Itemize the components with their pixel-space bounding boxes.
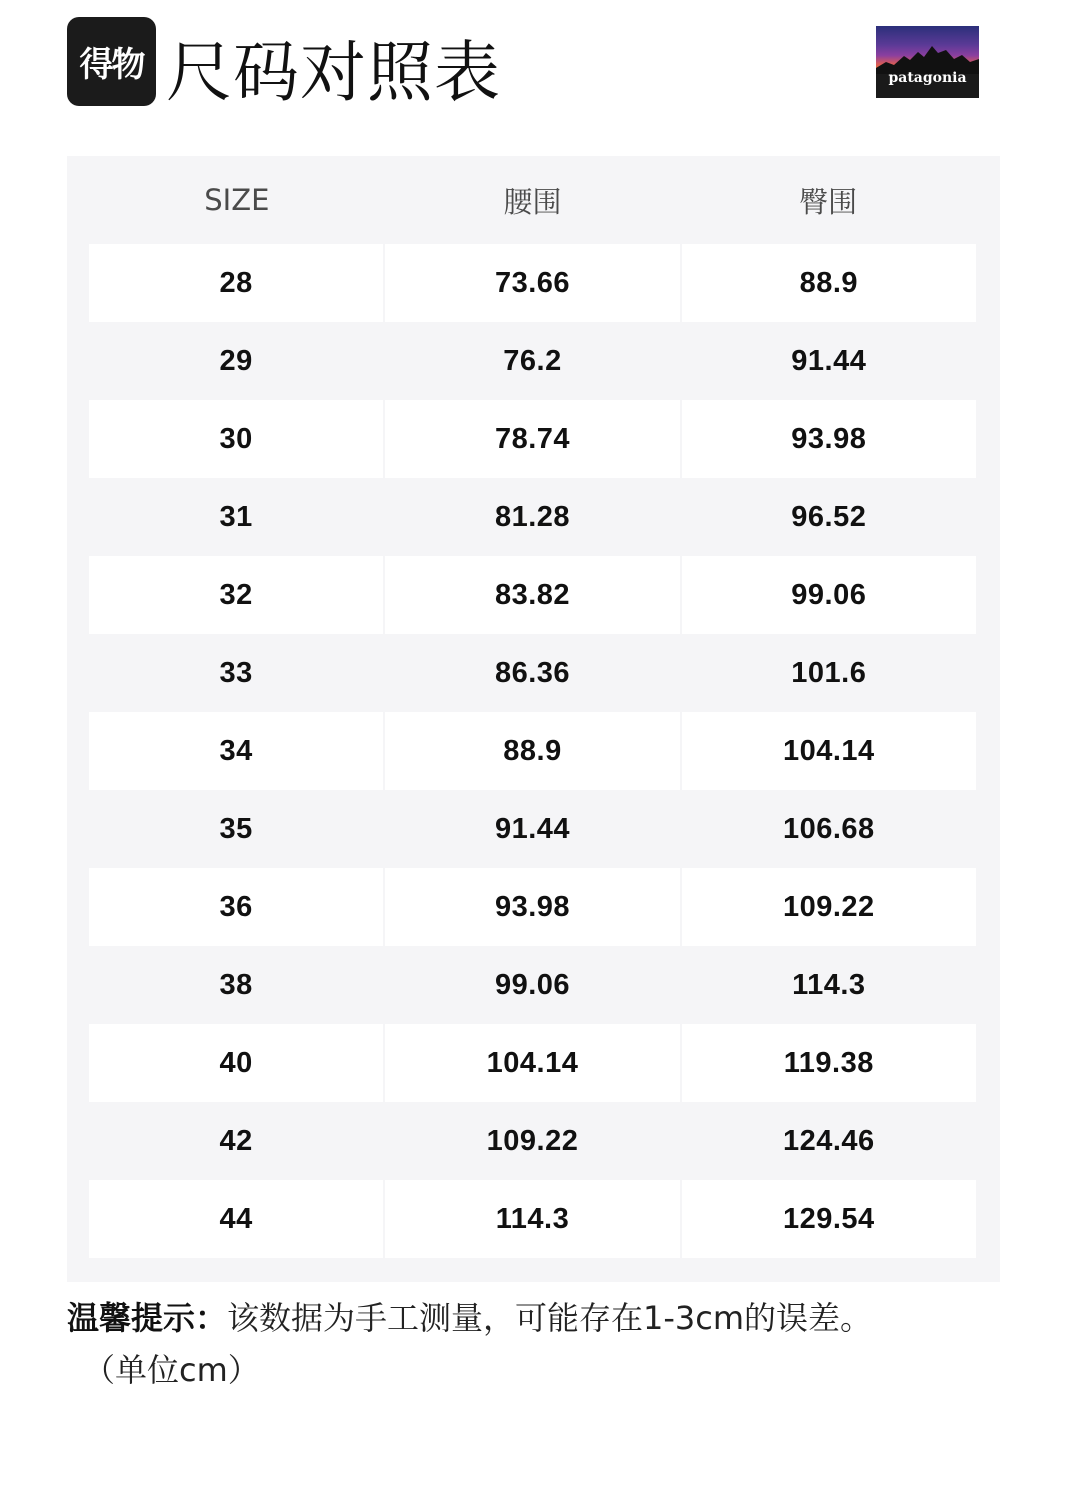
- size-cell: 29: [89, 322, 383, 400]
- table-row: [89, 1180, 976, 1258]
- table-row: [89, 1102, 976, 1180]
- table-row: [89, 868, 976, 946]
- brand-logo-text: patagonia: [888, 70, 967, 86]
- hip-cell: 106.68: [682, 790, 976, 868]
- hip-cell: 119.38: [682, 1024, 976, 1102]
- size-cell: 36: [89, 868, 383, 946]
- dewu-app-logo: [67, 17, 156, 106]
- size-cell: 35: [89, 790, 383, 868]
- note-text: 该数据为手工测量，可能存在1-3cm的误差。: [227, 1299, 873, 1337]
- size-cell: 38: [89, 946, 383, 1024]
- table-row: [89, 478, 976, 556]
- hip-cell: 109.22: [682, 868, 976, 946]
- size-cell: 34: [89, 712, 383, 790]
- size-cell: 31: [89, 478, 383, 556]
- hip-cell: 96.52: [682, 478, 976, 556]
- hip-cell: 124.46: [682, 1102, 976, 1180]
- size-cell: 32: [89, 556, 383, 634]
- size-cell: 30: [89, 400, 383, 478]
- table-row: [89, 244, 976, 322]
- page-title: 尺码对照表: [166, 34, 501, 111]
- waist-cell: 93.98: [385, 868, 679, 946]
- table-header: [89, 156, 976, 244]
- hip-cell: 91.44: [682, 322, 976, 400]
- column-header-hip: 臀围: [799, 184, 858, 219]
- waist-cell: 81.28: [385, 478, 679, 556]
- note-label: 温馨提示：: [67, 1299, 228, 1337]
- hip-cell: 88.9: [682, 244, 976, 322]
- app-logo-text: 得物: [79, 45, 144, 85]
- measurement-note: [67, 1292, 1027, 1396]
- size-cell: 44: [89, 1180, 383, 1258]
- table-row: [89, 1024, 976, 1102]
- hip-cell: 99.06: [682, 556, 976, 634]
- patagonia-brand-logo: [876, 26, 979, 98]
- patagonia-logo-icon: [876, 26, 979, 98]
- size-chart-table: [67, 156, 1000, 1282]
- waist-cell: 73.66: [385, 244, 679, 322]
- waist-cell: 91.44: [385, 790, 679, 868]
- column-header-waist: 腰围: [503, 184, 562, 219]
- size-cell: 33: [89, 634, 383, 712]
- table-row: [89, 556, 976, 634]
- waist-cell: 99.06: [385, 946, 679, 1024]
- waist-cell: 76.2: [385, 322, 679, 400]
- hip-cell: 93.98: [682, 400, 976, 478]
- unit-note: （单位cm）: [83, 1351, 260, 1389]
- waist-cell: 86.36: [385, 634, 679, 712]
- column-header-size: SIZE: [204, 183, 270, 217]
- size-cell: 28: [89, 244, 383, 322]
- table-body: [89, 244, 976, 1258]
- size-cell: 42: [89, 1102, 383, 1180]
- waist-cell: 83.82: [385, 556, 679, 634]
- table-row: [89, 322, 976, 400]
- table-row: [89, 400, 976, 478]
- hip-cell: 129.54: [682, 1180, 976, 1258]
- waist-cell: 109.22: [385, 1102, 679, 1180]
- size-cell: 40: [89, 1024, 383, 1102]
- waist-cell: 114.3: [385, 1180, 679, 1258]
- hip-cell: 101.6: [682, 634, 976, 712]
- hip-cell: 104.14: [682, 712, 976, 790]
- hip-cell: 114.3: [682, 946, 976, 1024]
- table-row: [89, 712, 976, 790]
- waist-cell: 104.14: [385, 1024, 679, 1102]
- waist-cell: 88.9: [385, 712, 679, 790]
- table-row: [89, 790, 976, 868]
- waist-cell: 78.74: [385, 400, 679, 478]
- table-row: [89, 634, 976, 712]
- table-row: [89, 946, 976, 1024]
